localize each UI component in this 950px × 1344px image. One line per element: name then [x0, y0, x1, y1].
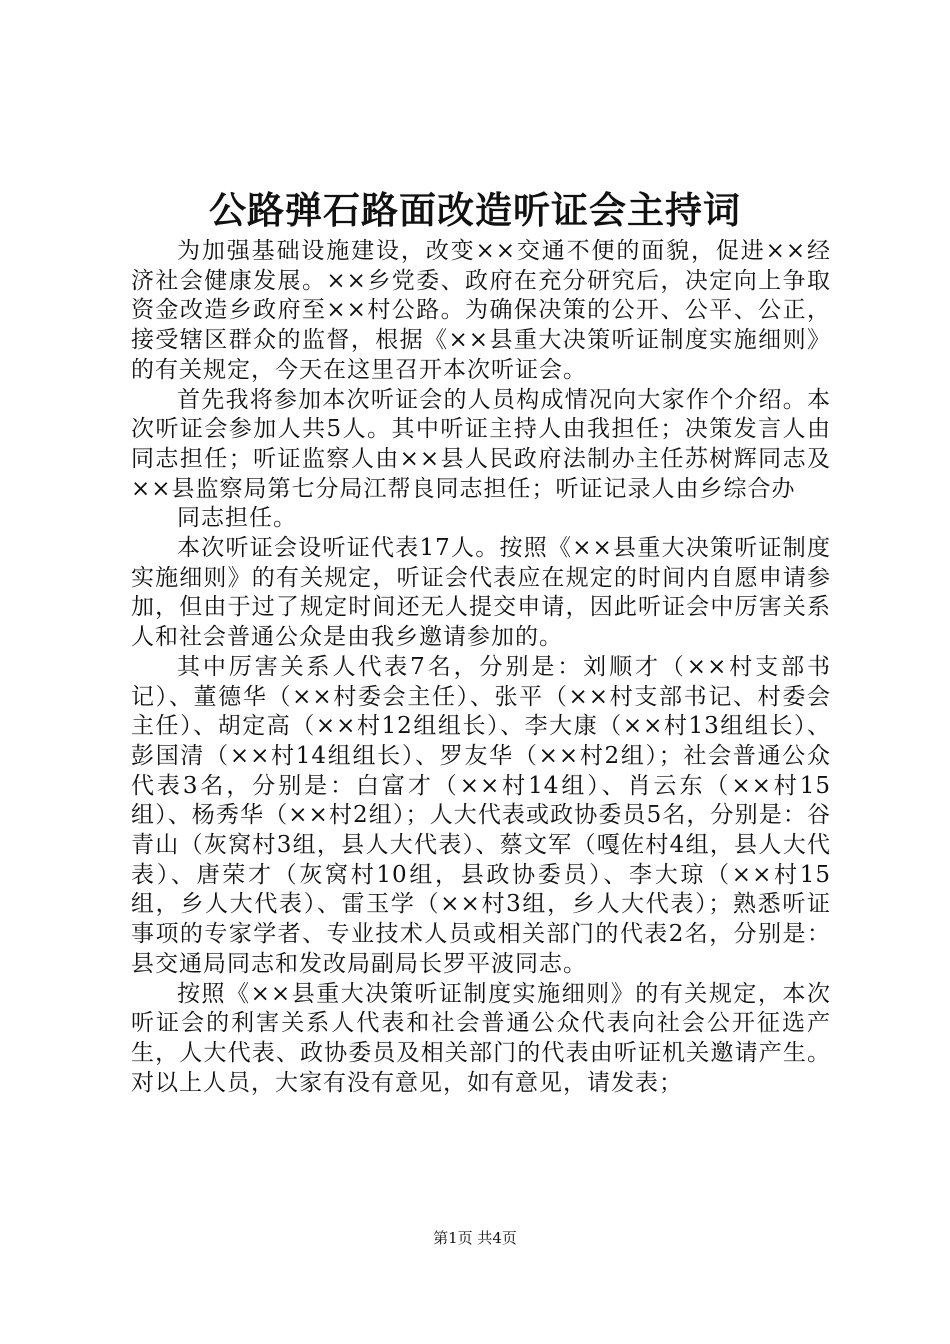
paragraph: 本次听证会设听证代表17人。按照《××县重大决策听证制度实施细则》的有关规定，听证会代表应在规定的时间内自愿申请参加，但由于过了规定时间还无人提交申请，因此听证会中厉害关系人和社会普通公众是由我乡邀请参加的。 — [131, 535, 831, 651]
paragraph: 首先我将参加本次听证会的人员构成情况向大家作个介绍。本次听证会参加人共5人。其中听证主持人由我担任；决策发言人由同志担任；听证监察人由××县人民政府法制办主任苏树辉同志及××县监察局第七分局江帮良同志担任；听证记录人由乡综合办 — [131, 386, 831, 502]
paragraph: 其中厉害关系人代表7名，分别是：刘顺才（××村支部书记）、董德华（××村委会主任）、张平（××村支部书记、村委会主任）、胡定高（××村12组组长）、李大康（××村13组组长）、彭国清（××村14组组长）、罗友华（××村2组）；社会普通公众代表3名，分别是：白富才（××村14组）、肖云东（××村15组）、杨秀华（××村2组）；人大代表或政协委员5名，分别是：谷青山（灰窝村3组，县人大代表）、蔡文军（嘎佐村4组，县人大代表）、唐荣才（灰窝村10组，县政协委员）、李大琼（××村15组，乡人大代表）、雷玉学（××村3组，乡人大代表）；熟悉听证事项的专家学者、专业技术人员或相关部门的代表2名，分别是：县交通局同志和发改局副局长罗平波同志。 — [131, 653, 831, 977]
document-body — [131, 237, 831, 1098]
paragraph: 按照《××县重大决策听证制度实施细则》的有关规定，本次听证会的利害关系人代表和社会普通公众代表向社会公开征选产生，人大代表、政协委员及相关部门的代表由听证机关邀请产生。对以上人员，大家有没有意见，如有意见，请发表； — [131, 980, 831, 1096]
paragraph: 为加强基础设施建设，改变××交通不便的面貌，促进××经济社会健康发展。××乡党委、政府在充分研究后，决定向上争取资金改造乡政府至××村公路。为确保决策的公开、公平、公正，接受辖区群众的监督，根据《××县重大决策听证制度实施细则》的有关规定，今天在这里召开本次听证会。 — [131, 238, 831, 383]
document-title: 公路弹石路面改造听证会主持词 — [209, 188, 741, 232]
paragraph: 同志担任。 — [177, 505, 297, 532]
page-footer: 第1页 共4页 — [433, 1229, 517, 1247]
